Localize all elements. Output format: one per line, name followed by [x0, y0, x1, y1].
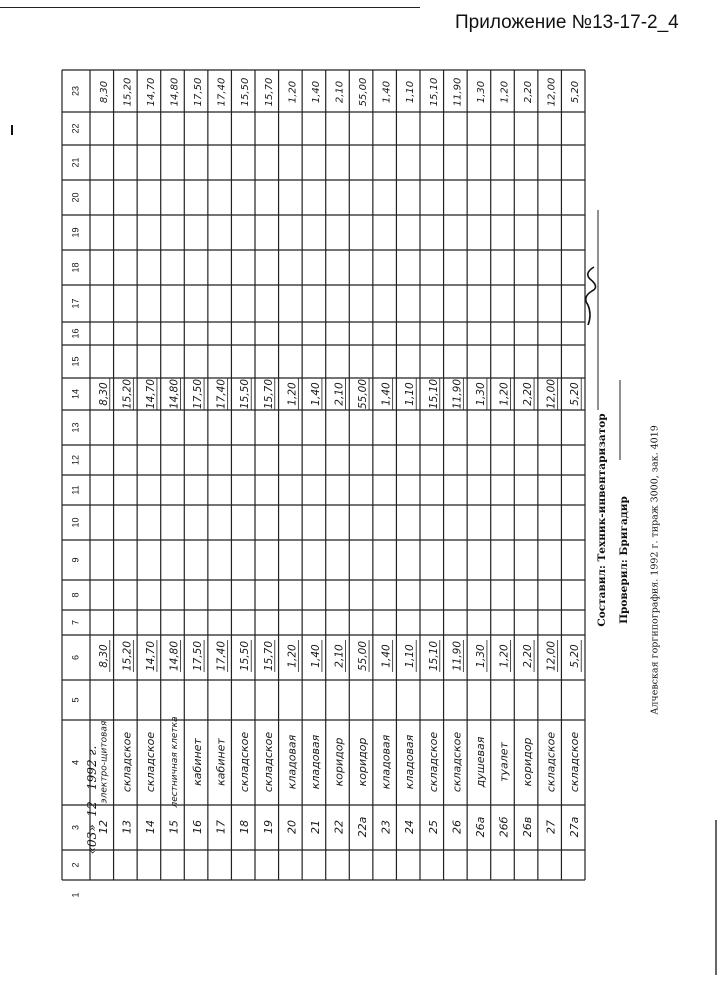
area-col-6: 12,00 [545, 640, 558, 672]
column-number: 1 [70, 892, 81, 898]
table-row [333, 81, 346, 834]
room-name: складское [450, 731, 464, 793]
table-row [97, 81, 110, 834]
room-number: 22 [332, 820, 346, 834]
column-number: 3 [70, 824, 81, 831]
area-col-23: 1,40 [381, 80, 393, 104]
table-row [285, 81, 298, 834]
area-col-23: 2,20 [523, 80, 535, 104]
column-number: 13 [70, 422, 81, 433]
room-number: 24 [403, 820, 417, 834]
date-month: 12 [85, 801, 99, 817]
area-col-6: 15,50 [239, 640, 252, 672]
room-name: кладовая [379, 734, 393, 790]
area-col-14: 5,20 [569, 382, 582, 406]
area-col-6: 2,20 [522, 644, 535, 668]
area-col-23: 1,20 [287, 80, 299, 104]
room-name: кладовая [308, 734, 322, 790]
area-col-6: 1,30 [474, 644, 487, 668]
area-col-6: 14,80 [168, 640, 181, 672]
date-day: 03 [85, 831, 99, 847]
table-row [521, 81, 534, 837]
table-rows [97, 78, 581, 838]
area-col-6: 11,90 [451, 640, 464, 672]
area-col-6: 55,00 [357, 640, 370, 672]
column-number: 12 [70, 454, 81, 466]
table-row [403, 81, 416, 834]
area-col-14: 12,00 [545, 378, 558, 410]
area-col-23: 1,30 [475, 80, 487, 104]
room-name: туалет [497, 742, 511, 782]
area-col-23: 15,50 [240, 77, 252, 107]
room-number: 13 [120, 820, 134, 834]
table-row [168, 78, 181, 834]
area-col-6: 15,70 [262, 640, 275, 672]
room-name: складское [238, 731, 252, 793]
area-col-23: 8,30 [98, 80, 110, 104]
column-number: 21 [70, 157, 81, 168]
column-number: 22 [70, 123, 81, 134]
column-number: 6 [70, 654, 81, 661]
table-row [474, 81, 487, 838]
room-name: кладовая [285, 734, 299, 790]
column-number: 8 [70, 592, 81, 598]
print-info: Алчевская горгипография. 1992 г. тираж 3000, зак. 4019 [649, 425, 661, 715]
area-col-23: 15,10 [428, 77, 440, 107]
table-row [309, 81, 322, 834]
area-col-23: 55,00 [358, 77, 370, 107]
signature-area [12, 125, 716, 975]
area-col-23: 14,70 [145, 77, 157, 107]
column-number: 9 [70, 557, 81, 563]
area-col-23: 15,20 [122, 77, 134, 107]
attachment-title: Приложение №13-17-2_4 [455, 12, 679, 33]
room-number: 27а [568, 816, 582, 838]
area-col-14: 2,20 [522, 382, 535, 406]
area-col-14: 11,90 [451, 378, 464, 410]
room-number: 18 [238, 820, 252, 834]
room-name: кладовая [403, 734, 417, 790]
column-number: 2 [70, 862, 81, 868]
area-col-6: 1,40 [309, 644, 322, 668]
room-number: 26 [450, 820, 464, 834]
column-number: 10 [70, 517, 81, 528]
room-name: кабинет [214, 738, 228, 786]
room-number: 12 [96, 820, 110, 834]
room-number: 16 [191, 820, 205, 834]
room-name: лестничная клетка [170, 716, 180, 808]
column-number: 18 [70, 262, 81, 273]
checked-by-label: Проверил: Бригадир [618, 496, 630, 624]
area-col-14: 15,10 [427, 378, 440, 410]
area-col-14: 17,50 [192, 378, 205, 410]
area-col-6: 17,50 [192, 640, 205, 672]
area-col-23: 17,50 [193, 77, 205, 107]
area-col-14: 55,00 [357, 378, 370, 410]
area-col-14: 15,50 [239, 378, 252, 410]
area-col-14: 15,20 [121, 378, 134, 410]
room-name: коридор [332, 737, 346, 787]
area-col-6: 1,10 [404, 644, 417, 668]
date-year: 1992 [85, 759, 99, 790]
column-number: 4 [70, 759, 81, 766]
room-name: складское [120, 731, 134, 793]
area-col-14: 1,20 [286, 382, 299, 406]
room-number: 27 [544, 820, 558, 834]
area-col-14: 2,10 [333, 382, 346, 406]
area-col-14: 1,30 [474, 382, 487, 406]
column-number: 14 [70, 388, 81, 400]
area-col-6: 1,40 [380, 644, 393, 668]
room-number: 23 [379, 820, 393, 834]
room-number: 22а [356, 816, 370, 838]
room-number: 17 [214, 820, 228, 834]
signature [586, 267, 596, 325]
area-col-14: 1,20 [498, 382, 511, 406]
area-col-14: 1,10 [404, 382, 417, 406]
column-number: 19 [70, 227, 81, 238]
area-col-23: 1,20 [499, 80, 511, 104]
compiled-by-label: Составил: Техник-инвентаризатор [596, 413, 608, 627]
room-number: 15 [167, 820, 181, 834]
area-col-23: 5,20 [570, 80, 582, 104]
area-col-23: 1,40 [310, 80, 322, 104]
column-number: 7 [70, 619, 81, 626]
area-col-6: 17,40 [215, 640, 228, 672]
table-row [380, 81, 393, 834]
room-name: коридор [356, 737, 370, 787]
area-col-6: 15,10 [427, 640, 440, 672]
room-name: складское [568, 731, 582, 793]
area-col-23: 14,80 [169, 77, 181, 107]
room-name: кабинет [191, 738, 205, 786]
area-col-23: 11,90 [452, 77, 464, 107]
table-row [568, 81, 581, 838]
room-number: 14 [143, 820, 157, 834]
column-number: 11 [70, 485, 81, 495]
column-number-row [70, 86, 80, 898]
column-number: 5 [70, 697, 81, 703]
area-col-14: 1,40 [380, 382, 393, 406]
room-name: складское [143, 731, 157, 793]
room-number: 25 [426, 820, 440, 834]
date-line: «03» 12 1992 г. [85, 745, 99, 855]
area-col-14: 15,70 [262, 378, 275, 410]
area-col-14: 17,40 [215, 378, 228, 410]
room-name: коридор [521, 737, 535, 787]
area-col-6: 8,30 [97, 644, 110, 668]
area-col-6: 2,10 [333, 644, 346, 668]
area-col-23: 1,10 [405, 80, 417, 104]
area-col-23: 12,00 [546, 77, 558, 107]
room-name: складское [261, 731, 275, 793]
area-col-6: 15,20 [121, 640, 134, 672]
area-col-6: 1,20 [286, 644, 299, 668]
area-col-23: 17,40 [216, 77, 228, 107]
column-number: 15 [70, 356, 81, 367]
table-row [356, 78, 369, 838]
room-name: душевая [473, 736, 487, 788]
area-col-14: 14,80 [168, 378, 181, 410]
room-number: 21 [308, 820, 322, 834]
area-col-6: 1,20 [498, 644, 511, 668]
room-name: электро-щитовая [99, 720, 110, 804]
room-name: складское [544, 731, 558, 793]
area-col-14: 1,40 [309, 382, 322, 406]
table-row [498, 81, 511, 838]
room-number: 26б [497, 816, 511, 838]
date-suffix: г. [85, 745, 99, 756]
column-number: 23 [70, 85, 81, 97]
room-number: 20 [285, 820, 299, 834]
area-col-23: 15,70 [263, 77, 275, 107]
room-number: 19 [261, 820, 275, 834]
column-number: 17 [70, 298, 81, 309]
room-number: 26а [473, 816, 487, 838]
area-col-14: 14,70 [144, 378, 157, 410]
column-number: 16 [70, 328, 81, 339]
area-col-6: 5,20 [569, 644, 582, 668]
area-col-14: 8,30 [97, 382, 110, 406]
room-number: 26в [521, 816, 535, 838]
room-name: складское [426, 731, 440, 793]
area-col-6: 14,70 [144, 640, 157, 672]
column-number: 20 [70, 192, 81, 203]
area-col-23: 2,10 [334, 80, 346, 104]
